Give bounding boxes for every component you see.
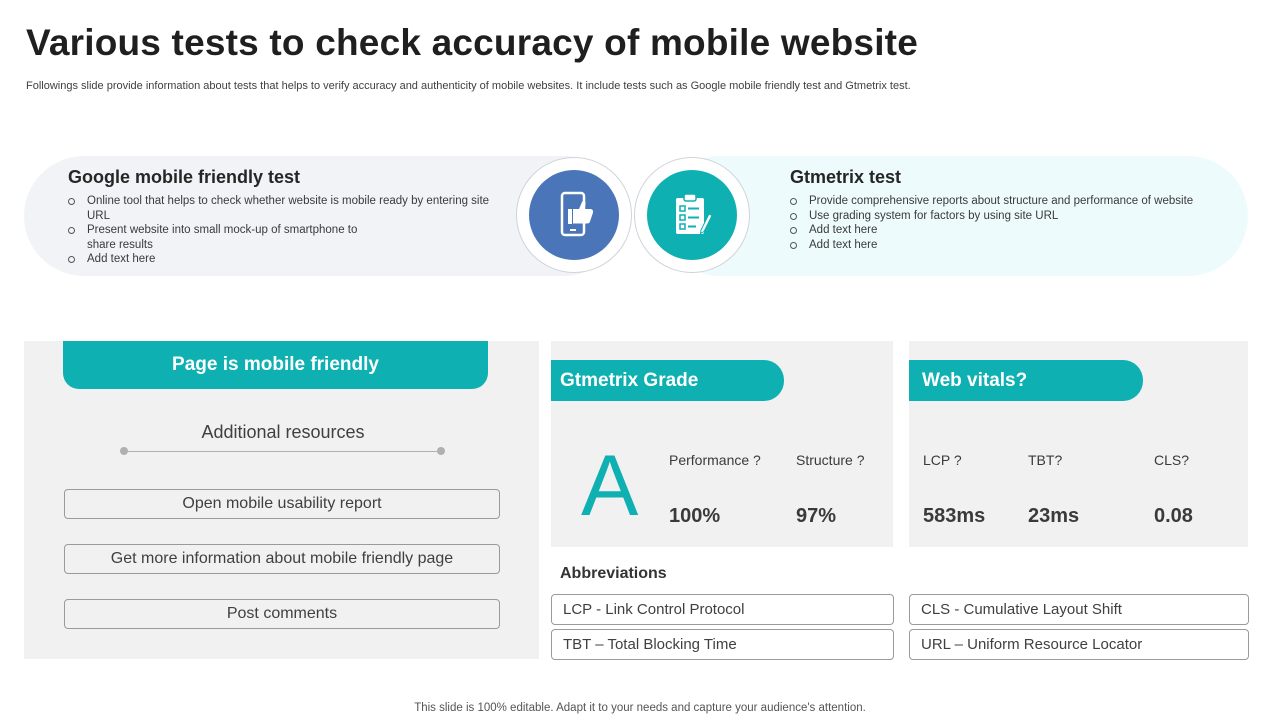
performance-label: Performance ? [669,452,761,468]
web-vitals-tab: Web vitals? [909,360,1143,401]
divider-dot-left [120,447,128,455]
abbreviations-heading: Abbreviations [560,565,667,582]
page-title: Various tests to check accuracy of mobile website [26,22,918,63]
gtmetrix-test-bullets [790,194,1230,252]
abbreviation-url: URL – Uniform Resource Locator [909,629,1249,660]
mobile-friendly-banner: Page is mobile friendly [63,341,488,389]
cls-label: CLS? [1154,452,1190,468]
list-item: Add text here [790,223,1230,238]
list-item: Use grading system for factors by using site URL [790,209,1230,224]
tbt-label: TBT? [1028,452,1063,468]
structure-value: 97% [796,505,837,527]
list-item: Add text here [68,252,498,267]
page-subtitle: Followings slide provide information about tests that helps to verify accuracy and authenticity of mobile websites. It include tests such as Google mobile friendly test and Gtmetrix test. [26,80,911,92]
resources-divider [124,451,441,452]
divider-dot-right [437,447,445,455]
gtmetrix-icon-ring [634,157,750,273]
abbreviation-cls: CLS - Cumulative Layout Shift [909,594,1249,625]
post-comments-button[interactable]: Post comments [64,599,500,629]
mobile-thumbs-up-icon [529,170,619,260]
gtmetrix-test-heading: Gtmetrix test [790,167,902,187]
footer-note: This slide is 100% editable. Adapt it to your needs and capture your audience's attention. [414,702,866,714]
open-usability-report-button[interactable]: Open mobile usability report [64,489,500,519]
structure-label: Structure ? [796,452,865,468]
google-test-bullets [68,194,498,267]
google-test-heading: Google mobile friendly test [68,167,301,187]
abbreviation-lcp: LCP - Link Control Protocol [551,594,894,625]
additional-resources-label: Additional resources [201,422,365,442]
list-item: Online tool that helps to check whether website is mobile ready by entering site URL [68,194,498,223]
cls-value: 0.08 [1154,505,1193,527]
tbt-value: 23ms [1028,505,1080,527]
lcp-value: 583ms [923,505,986,527]
list-item: Present website into small mock-up of smartphone to share results [68,223,367,252]
grade-letter: A [581,438,639,534]
clipboard-checklist-icon [647,170,737,260]
lcp-label: LCP ? [923,452,962,468]
gtmetrix-grade-tab: Gtmetrix Grade [551,360,784,401]
list-item: Add text here [790,238,1230,253]
abbreviation-tbt: TBT – Total Blocking Time [551,629,894,660]
list-item: Provide comprehensive reports about structure and performance of website [790,194,1230,209]
more-information-button[interactable]: Get more information about mobile friendly page [64,544,500,574]
performance-value: 100% [669,505,721,527]
google-icon-ring [516,157,632,273]
